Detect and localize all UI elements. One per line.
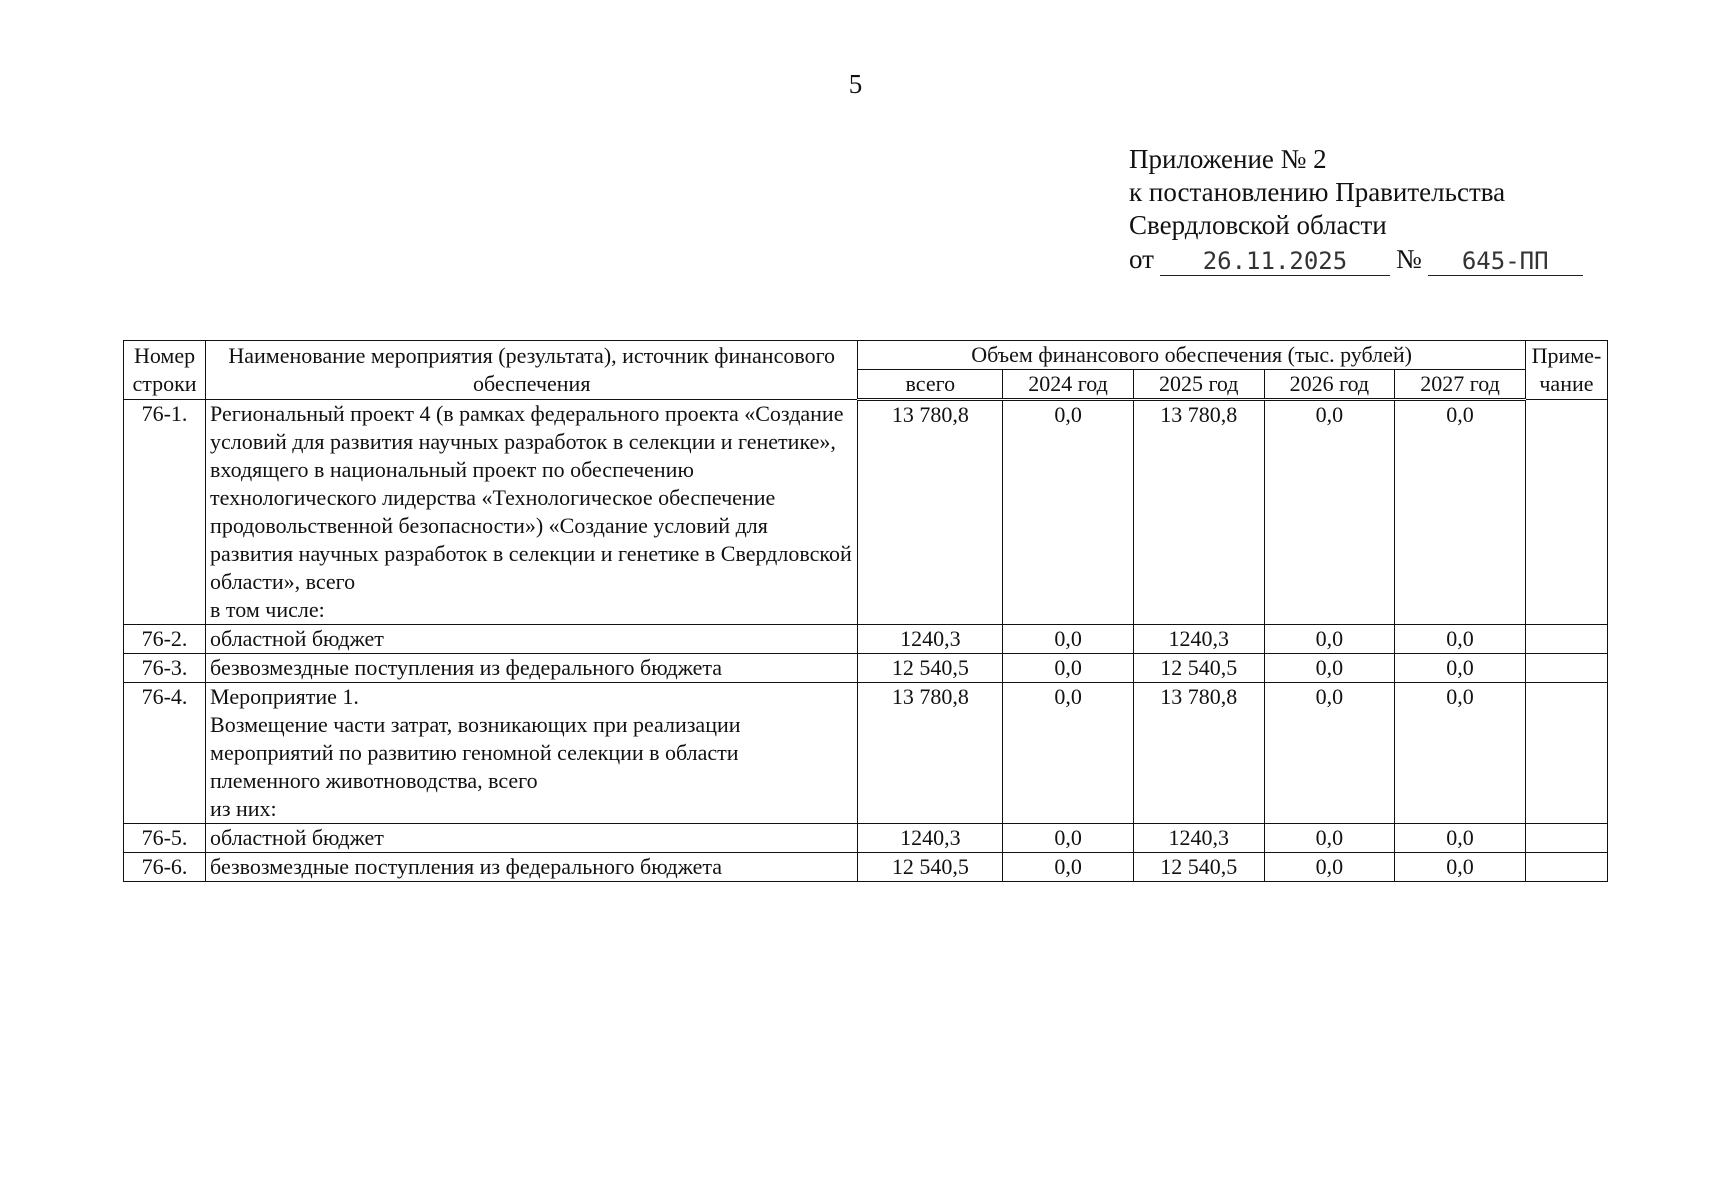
appendix-line-1: Приложение № 2: [1129, 144, 1327, 174]
row-2026: 0,0: [1264, 625, 1395, 654]
row-2027: 0,0: [1395, 625, 1526, 654]
row-2026: 0,0: [1264, 400, 1395, 625]
row-name: [206, 683, 858, 824]
page-number: 5: [848, 69, 863, 99]
row-total: 12 540,5: [858, 654, 1003, 683]
resolution-date: 26.11.2025: [1160, 247, 1390, 276]
appendix-header: [1129, 143, 1599, 276]
header-total: всего: [858, 370, 1003, 400]
row-2026: 0,0: [1264, 824, 1395, 853]
row-2027: 0,0: [1395, 853, 1526, 882]
from-label: от: [1129, 244, 1154, 274]
row-2024: 0,0: [1003, 824, 1134, 853]
row-2024: 0,0: [1003, 654, 1134, 683]
row-2025: 13 780,8: [1133, 400, 1264, 625]
row-2027: 0,0: [1395, 654, 1526, 683]
row-name: областной бюджет: [206, 625, 858, 654]
row-total: 1240,3: [858, 625, 1003, 654]
row-name-line: Возмещение части затрат, возникающих при реализации мероприятий по развитию геномной селекции в области племенного животноводства, всего: [210, 712, 741, 793]
row-name: областной бюджет: [206, 824, 858, 853]
row-note: [1525, 654, 1607, 683]
row-name: безвозмездные поступления из федерального бюджета: [206, 853, 858, 882]
row-2025: 13 780,8: [1133, 683, 1264, 824]
header-2024: 2024 год: [1003, 370, 1134, 400]
row-name-line: из них:: [210, 796, 277, 821]
table-row: [124, 400, 1608, 625]
row-number: 76-3.: [124, 654, 206, 683]
row-number: 76-6.: [124, 853, 206, 882]
header-name: Наименование мероприятия (результата), источник финансового обеспечения: [206, 341, 858, 400]
row-2026: 0,0: [1264, 654, 1395, 683]
row-note: [1525, 824, 1607, 853]
table-row: [124, 824, 1608, 853]
row-2025: 1240,3: [1133, 625, 1264, 654]
header-note: Приме-чание: [1525, 341, 1607, 400]
appendix-line-3: Свердловской области: [1129, 210, 1387, 240]
row-total: 13 780,8: [858, 683, 1003, 824]
row-name-line: Мероприятие 1.: [210, 684, 359, 709]
row-2024: 0,0: [1003, 853, 1134, 882]
row-total: 12 540,5: [858, 853, 1003, 882]
row-note: [1525, 625, 1607, 654]
row-2026: 0,0: [1264, 683, 1395, 824]
table-row: [124, 654, 1608, 683]
header-row-number: Номер строки: [124, 341, 206, 400]
row-2024: 0,0: [1003, 625, 1134, 654]
appendix-line-2: к постановлению Правительства: [1129, 177, 1506, 207]
row-number: 76-1.: [124, 400, 206, 625]
row-2026: 0,0: [1264, 853, 1395, 882]
row-total: 13 780,8: [858, 400, 1003, 625]
row-note: [1525, 400, 1607, 625]
row-name-line: Региональный проект 4 (в рамках федерального проекта «Создание условий для развития научных разработок в селекции и генетике», входящего в национальный проект по обеспечению технологического лидерства «Технологическое обеспечение продовольственной безопасности») «Создание условий для развития научных разработок в селекции и генетике в Свердловской области», всего: [210, 401, 852, 594]
table-header-row-1: [124, 341, 1608, 370]
row-number: 76-4.: [124, 683, 206, 824]
row-2027: 0,0: [1395, 683, 1526, 824]
header-2025: 2025 год: [1133, 370, 1264, 400]
row-number: 76-5.: [124, 824, 206, 853]
row-total: 1240,3: [858, 824, 1003, 853]
row-name-line: в том числе:: [210, 597, 325, 622]
row-2024: 0,0: [1003, 683, 1134, 824]
header-2027: 2027 год: [1395, 370, 1526, 400]
row-2027: 0,0: [1395, 400, 1526, 625]
header-volume: Объем финансового обеспечения (тыс. рублей): [858, 341, 1525, 370]
header-2026: 2026 год: [1264, 370, 1395, 400]
table-row: [124, 853, 1608, 882]
resolution-number: 645-ПП: [1428, 247, 1583, 276]
row-2025: 12 540,5: [1133, 654, 1264, 683]
row-2025: 1240,3: [1133, 824, 1264, 853]
number-label: №: [1395, 244, 1422, 274]
row-2027: 0,0: [1395, 824, 1526, 853]
row-2025: 12 540,5: [1133, 853, 1264, 882]
row-name: безвозмездные поступления из федерального бюджета: [206, 654, 858, 683]
resolution-reference: [1129, 243, 1599, 276]
table-row: [124, 625, 1608, 654]
row-2024: 0,0: [1003, 400, 1134, 625]
financing-table: [123, 340, 1608, 882]
table-row: [124, 683, 1608, 824]
row-note: [1525, 853, 1607, 882]
row-name: [206, 400, 858, 625]
row-note: [1525, 683, 1607, 824]
row-number: 76-2.: [124, 625, 206, 654]
